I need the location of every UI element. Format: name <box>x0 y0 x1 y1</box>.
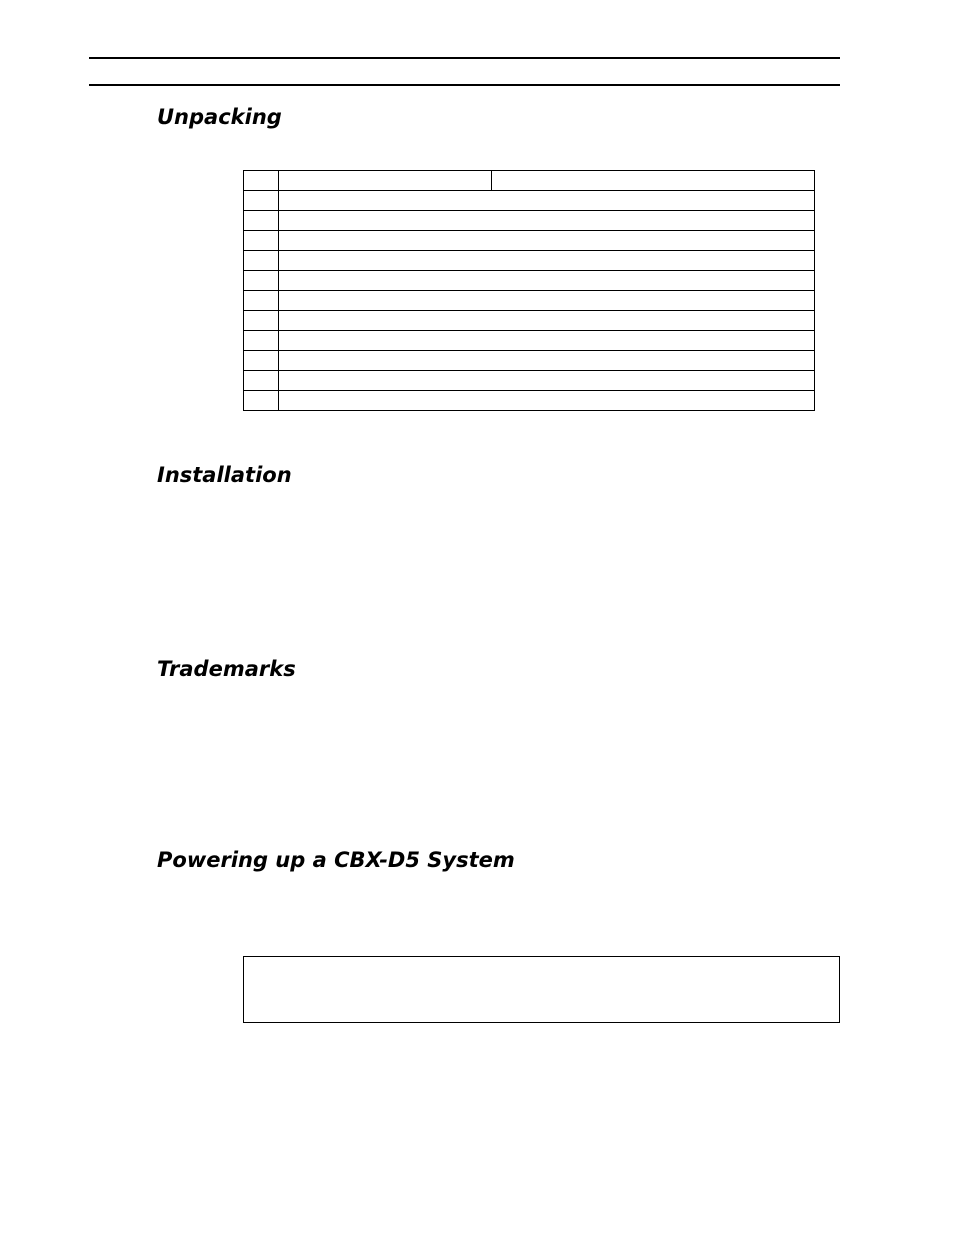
table-header-cell <box>492 171 815 191</box>
header-rule-bottom <box>89 84 840 86</box>
table-cell-item <box>279 291 815 311</box>
table-header-cell <box>244 171 279 191</box>
table-cell-item <box>279 371 815 391</box>
table-row <box>244 391 815 411</box>
table-cell-number <box>244 311 279 331</box>
table-row <box>244 251 815 271</box>
table-row <box>244 331 815 351</box>
table-cell-item <box>279 231 815 251</box>
table-row <box>244 191 815 211</box>
section-heading-unpacking: Unpacking <box>157 105 282 129</box>
package-contents-table <box>243 170 815 411</box>
table-cell-item <box>279 251 815 271</box>
table-row <box>244 271 815 291</box>
table-cell-number <box>244 371 279 391</box>
table-cell-number <box>244 251 279 271</box>
table-header-cell <box>279 171 492 191</box>
table-cell-item <box>279 191 815 211</box>
table-cell-number <box>244 351 279 371</box>
header-rule-top <box>89 57 840 59</box>
table-cell-item <box>279 331 815 351</box>
table-cell-item <box>279 271 815 291</box>
table-row <box>244 311 815 331</box>
note-box <box>243 956 840 1023</box>
section-heading-installation: Installation <box>157 463 292 487</box>
table-cell-item <box>279 311 815 331</box>
table-row <box>244 351 815 371</box>
table-cell-number <box>244 191 279 211</box>
table-row <box>244 231 815 251</box>
table-row <box>244 211 815 231</box>
table-row <box>244 291 815 311</box>
table-cell-item <box>279 391 815 411</box>
section-heading-trademarks: Trademarks <box>157 657 296 681</box>
table-cell-item <box>279 351 815 371</box>
section-heading-powering-up: Powering up a CBX-D5 System <box>157 848 515 872</box>
table-cell-item <box>279 211 815 231</box>
table-cell-number <box>244 391 279 411</box>
table-cell-number <box>244 211 279 231</box>
table-cell-number <box>244 271 279 291</box>
table-cell-number <box>244 331 279 351</box>
table-cell-number <box>244 231 279 251</box>
table-row <box>244 371 815 391</box>
table-header-row <box>244 171 815 191</box>
table-cell-number <box>244 291 279 311</box>
